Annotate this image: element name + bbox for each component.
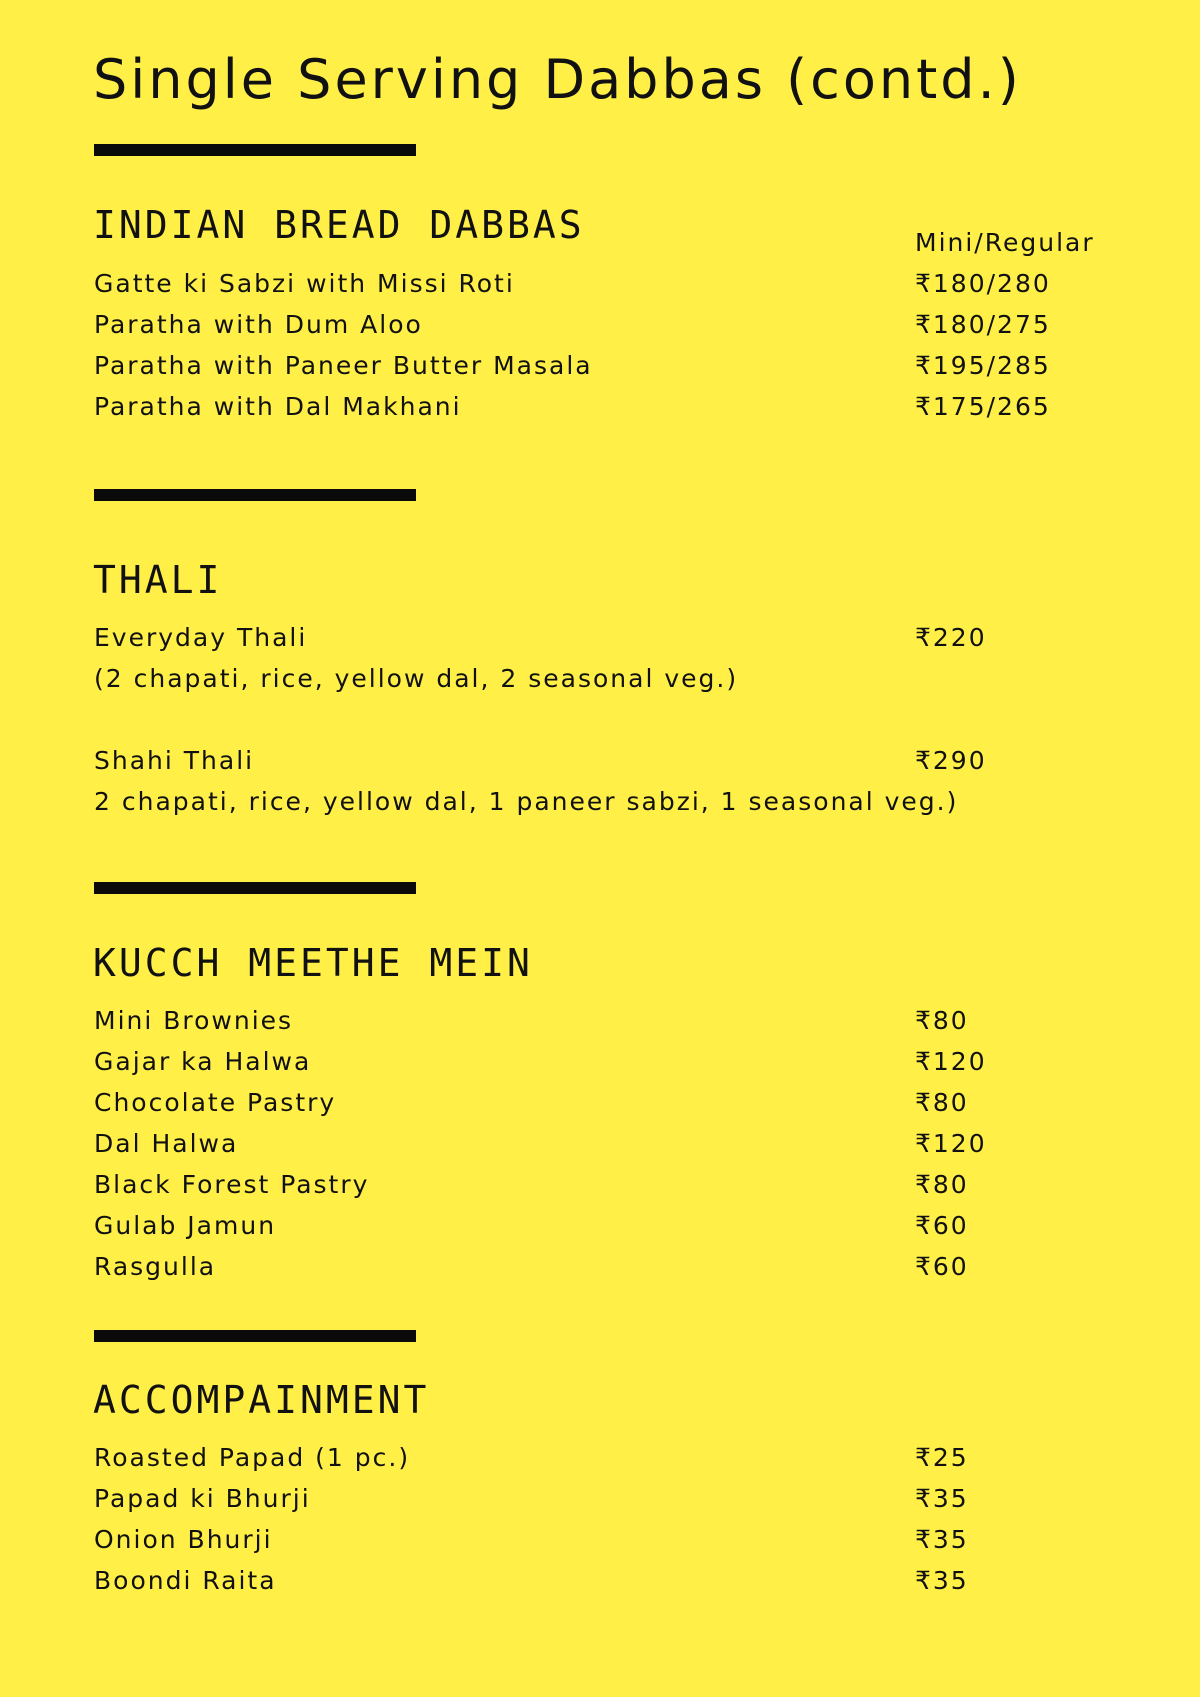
item-price: ₹175/265 — [915, 392, 1051, 421]
section-divider — [94, 882, 416, 894]
menu-item — [94, 1006, 1154, 1047]
item-price: ₹290 — [915, 746, 987, 775]
menu-item — [94, 1170, 1154, 1211]
menu-item — [94, 1252, 1154, 1293]
item-name: Gulab Jamun — [94, 1211, 277, 1240]
item-name: Paratha with Dum Aloo — [94, 310, 423, 339]
item-price: ₹35 — [915, 1566, 969, 1595]
item-name: Paratha with Dal Makhani — [94, 392, 462, 421]
item-name: Onion Bhurji — [94, 1525, 273, 1554]
item-price: ₹220 — [915, 623, 987, 652]
menu-item — [94, 351, 1154, 392]
item-price: ₹35 — [915, 1525, 969, 1554]
item-name: Gajar ka Halwa — [94, 1047, 312, 1076]
item-price: ₹25 — [915, 1443, 969, 1472]
section-divider — [94, 1330, 416, 1342]
menu-item — [94, 1211, 1154, 1252]
item-price: ₹60 — [915, 1252, 969, 1281]
menu-item — [94, 1088, 1154, 1129]
item-price: ₹180/280 — [915, 269, 1051, 298]
section-heading-indian-bread: INDIAN BREAD DABBAS — [93, 203, 585, 247]
menu-item — [94, 1443, 1154, 1484]
menu-item — [94, 1129, 1154, 1170]
menu-item — [94, 1525, 1154, 1566]
section-divider — [94, 489, 416, 501]
item-name: Shahi Thali — [94, 746, 255, 775]
price-column-header: Mini/Regular — [915, 228, 1095, 257]
section-heading-desserts: KUCCH MEETHE MEIN — [93, 941, 533, 985]
item-price: ₹80 — [915, 1088, 969, 1117]
item-name: Chocolate Pastry — [94, 1088, 337, 1117]
menu-item — [94, 1047, 1154, 1088]
item-name: Boondi Raita — [94, 1566, 277, 1595]
menu-item — [94, 746, 1154, 787]
item-name: Papad ki Bhurji — [94, 1484, 311, 1513]
section-divider — [94, 144, 416, 156]
section-heading-accompaniment: ACCOMPAINMENT — [93, 1378, 430, 1422]
menu-item — [94, 392, 1154, 433]
item-price: ₹180/275 — [915, 310, 1051, 339]
item-price: ₹195/285 — [915, 351, 1051, 380]
item-name: Dal Halwa — [94, 1129, 239, 1158]
item-name: Roasted Papad (1 pc.) — [94, 1443, 411, 1472]
item-description: (2 chapati, rice, yellow dal, 2 seasonal veg.) — [94, 664, 739, 693]
item-price: ₹120 — [915, 1047, 987, 1076]
item-name: Rasgulla — [94, 1252, 217, 1281]
item-name: Paratha with Paneer Butter Masala — [94, 351, 593, 380]
item-name: Everyday Thali — [94, 623, 308, 652]
menu-item — [94, 623, 1154, 664]
item-price: ₹80 — [915, 1006, 969, 1035]
section-heading-thali: THALI — [93, 558, 223, 602]
menu-item — [94, 1484, 1154, 1525]
menu-item — [94, 310, 1154, 351]
item-name: Black Forest Pastry — [94, 1170, 370, 1199]
menu-item — [94, 269, 1154, 310]
menu-item — [94, 1566, 1154, 1607]
item-price: ₹80 — [915, 1170, 969, 1199]
item-description: 2 chapati, rice, yellow dal, 1 paneer sabzi, 1 seasonal veg.) — [94, 787, 959, 816]
item-name: Gatte ki Sabzi with Missi Roti — [94, 269, 515, 298]
item-price: ₹35 — [915, 1484, 969, 1513]
page-title: Single Serving Dabbas (contd.) — [93, 48, 1022, 111]
item-name: Mini Brownies — [94, 1006, 294, 1035]
item-price: ₹120 — [915, 1129, 987, 1158]
item-price: ₹60 — [915, 1211, 969, 1240]
